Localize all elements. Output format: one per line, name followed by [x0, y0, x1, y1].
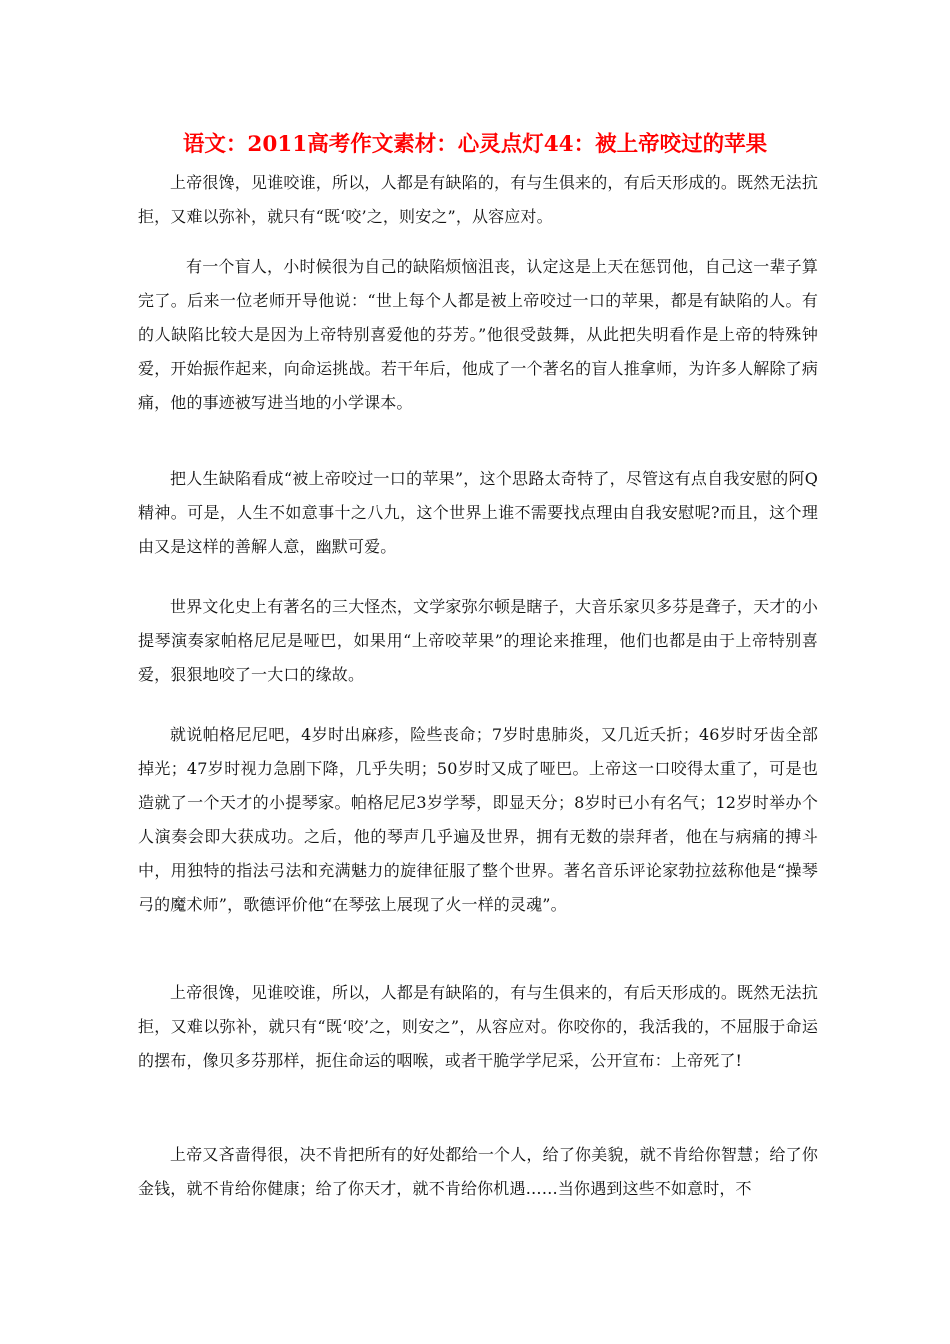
paragraph-5: 就说帕格尼尼吧，4岁时出麻疹，险些丧命；7岁时患肺炎，又几近夭折；46岁时牙齿全部掉光；47岁时视力急剧下降，几乎失明；50岁时又成了哑巴。上帝这一口咬得太重了，可是也造就了一个天才的小提琴家。帕格尼尼3岁学琴，即显天分；8岁时已小有名气；12岁时举办个人演奏会即大获成功。之后，他的琴声几乎遍及世界，拥有无数的崇拜者，他在与病痛的搏斗中，用独特的指法弓法和充满魅力的旋律征服了整个世界。著名音乐评论家勃拉兹称他是“操琴弓的魔术师”，歌德评价他“在琴弦上展现了火一样的灵魂”。	[138, 725, 818, 914]
paragraph-4: 世界文化史上有著名的三大怪杰，文学家弥尔顿是瞎子，大音乐家贝多芬是聋子，天才的小提琴演奏家帕格尼尼是哑巴，如果用“上帝咬苹果”的理论来推理，他们也都是由于上帝特别喜爱，狠狠地咬了一大口的缘故。	[138, 597, 818, 684]
paragraph-3: 把人生缺陷看成“被上帝咬过一口的苹果”，这个思路太奇特了，尽管这有点自我安慰的阿Q精神。可是，人生不如意事十之八九，这个世界上谁不需要找点理由自我安慰呢?而且，这个理由又是这样的善解人意，幽默可爱。	[138, 469, 818, 556]
paragraph-2: 有一个盲人，小时候很为自己的缺陷烦恼沮丧，认定这是上天在惩罚他，自己这一辈子算完了。后来一位老师开导他说：“世上每个人都是被上帝咬过一口的苹果，都是有缺陷的人。有的人缺陷比较大是因为上帝特别喜爱他的芬芳。”他很受鼓舞，从此把失明看作是上帝的特殊钟爱，开始振作起来，向命运挑战。若干年后，他成了一个著名的盲人推拿师，为许多人解除了病痛，他的事迹被写进当地的小学课本。	[138, 257, 818, 412]
paragraph-6: 上帝很馋，见谁咬谁，所以，人都是有缺陷的，有与生俱来的，有后天形成的。既然无法抗拒，又难以弥补，就只有“既‘咬’之，则安之”，从容应对。你咬你的，我活我的，不屈服于命运的摆布，像贝多芬那样，扼住命运的咽喉，或者干脆学学尼采，公开宣布：上帝死了!	[138, 983, 818, 1070]
paragraph-7: 上帝又吝啬得很，决不肯把所有的好处都给一个人，给了你美貌，就不肯给你智慧；给了你金钱，就不肯给你健康；给了你天才，就不肯给你机遇……当你遇到这些不如意时，不	[138, 1145, 818, 1198]
document-title: 语文：2011高考作文素材：心灵点灯44：被上帝咬过的苹果	[182, 132, 768, 157]
paragraph-1: 上帝很馋，见谁咬谁，所以，人都是有缺陷的，有与生俱来的，有后天形成的。既然无法抗拒，又难以弥补，就只有“既‘咬’之，则安之”，从容应对。	[138, 173, 818, 226]
